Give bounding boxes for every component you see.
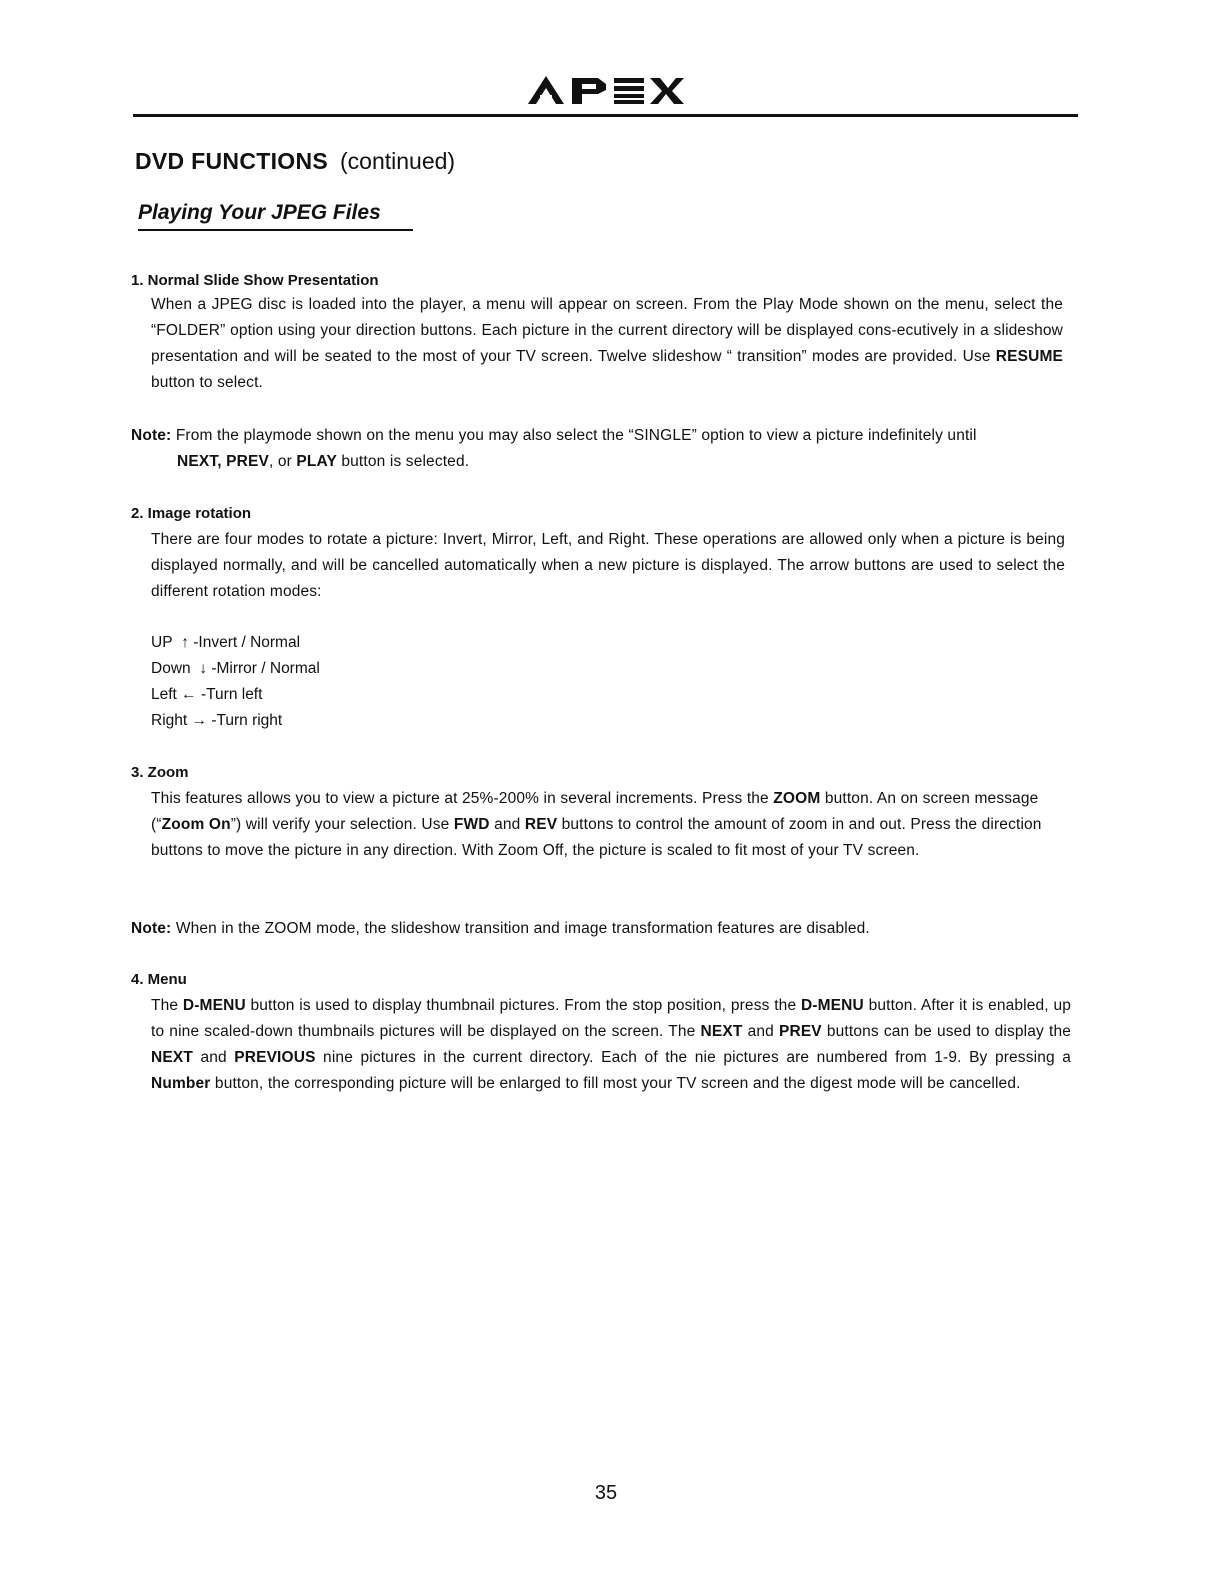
section-title-main: DVD FUNCTIONS <box>135 148 329 174</box>
item2-heading: 2. Image rotation <box>131 505 252 522</box>
arrow-down-icon: ↓ <box>199 660 208 677</box>
rotation-up: UP ↑ -Invert / Normal <box>151 634 301 651</box>
rotation-left: Left ← -Turn left <box>151 686 263 703</box>
arrow-left-icon: ← <box>181 686 197 703</box>
item1-paragraph: When a JPEG disc is loaded into the player, a menu will appear on screen. From the Play Mode shown on the menu, select the “FOLDER” option using your direction buttons. Each picture in the current directory will be displayed cons-ecutively in a slideshow presentation and will be seated to the most of your TV screen. Twelve slideshow “ transition” modes are provided. Use RESUME button to select. <box>151 296 1063 391</box>
rotation-right: Right → -Turn right <box>151 712 283 729</box>
note2: Note: When in the ZOOM mode, the slideshow transition and image transformation features are disabled. <box>131 920 870 937</box>
item4-heading: 4. Menu <box>131 971 187 988</box>
section-title <box>135 148 455 175</box>
rotation-down: Down ↓ -Mirror / Normal <box>151 660 320 677</box>
apex-logo <box>0 70 1212 113</box>
section-title-continued: (continued) <box>340 148 456 174</box>
arrow-up-icon: ↑ <box>181 634 189 651</box>
page-number: 35 <box>594 1482 618 1504</box>
item2-paragraph: There are four modes to rotate a picture: Invert, Mirror, Left, and Right. These operations are allowed only when a picture is being displayed normally, and will be cancelled automatically when a new picture is displayed. The arrow buttons are used to select the different rotation modes: <box>151 531 1065 600</box>
item3-paragraph: This features allows you to view a picture at 25%-200% in several increments. Press the ZOOM button. An on screen message (“Zoom On”) will verify your selection. Use FWD and REV buttons to control the amount of zoom in and out. Press the direction buttons to move the picture in any direction. With Zoom Off, the picture is scaled to fit most of your TV screen. <box>151 790 1042 859</box>
note1: Note: From the playmode shown on the menu you may also select the “SINGLE” option to view a picture indefinitely until NEXT, PREV, or PLAY button is selected. <box>131 427 977 470</box>
arrow-right-icon: → <box>191 712 207 729</box>
item4-paragraph: The D-MENU button is used to display thumbnail pictures. From the stop position, press the D-MENU button. After it is enabled, up to nine scaled-down thumbnails pictures will be displayed on the screen. The NEXT and PREV buttons can be used to display the NEXT and PREVIOUS nine pictures in the current directory. Each of the nie pictures are numbered from 1-9. By pressing a Number button, the corresponding picture will be enlarged to fill most your TV screen and the digest mode will be cancelled. <box>151 997 1071 1092</box>
item1-heading: 1. Normal Slide Show Presentation <box>131 272 379 289</box>
subtitle: Playing Your JPEG Files <box>138 201 413 231</box>
header-rule <box>133 114 1078 117</box>
apex-logo-mark <box>526 70 686 108</box>
item3-heading: 3. Zoom <box>131 764 189 781</box>
